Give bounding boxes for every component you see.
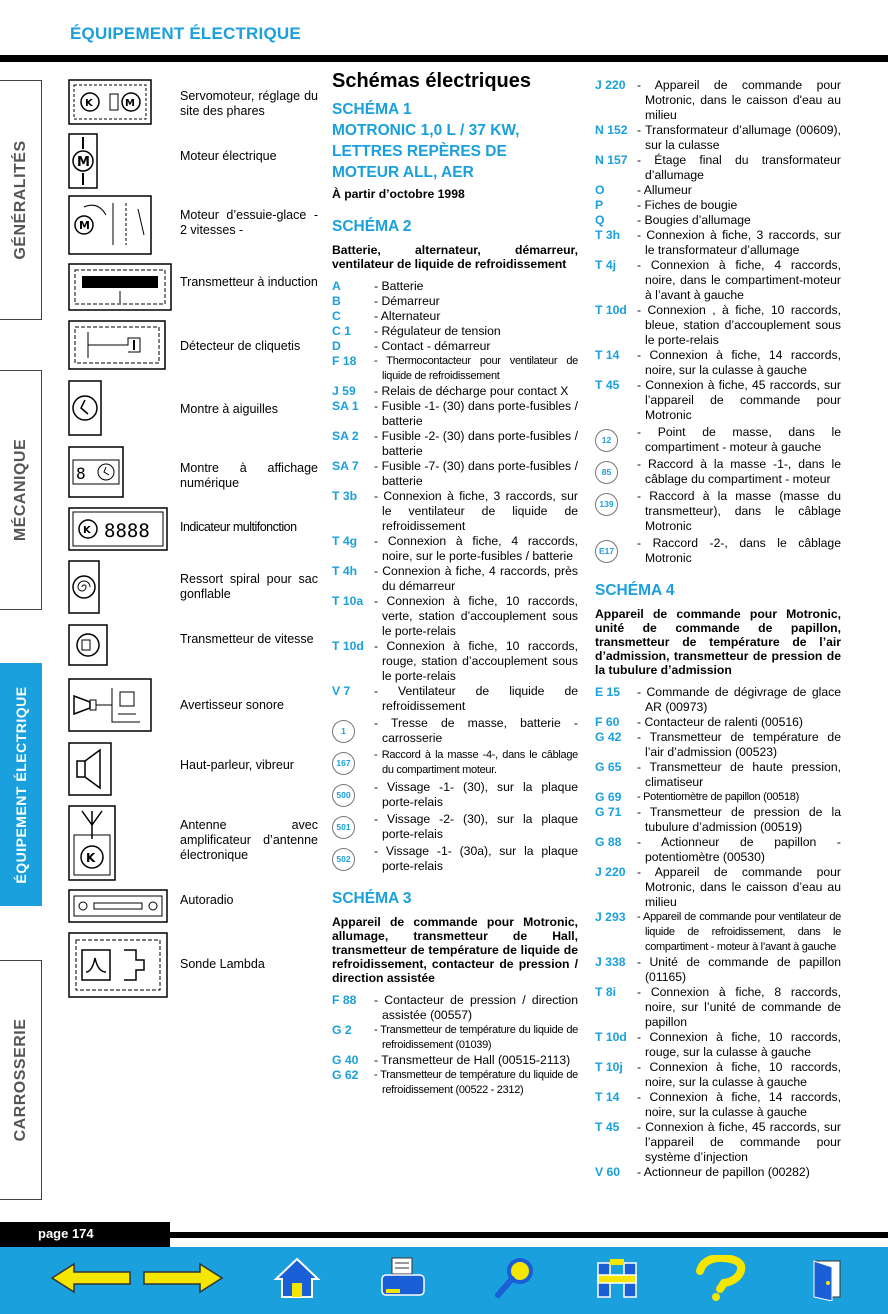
entry-text: - Actionneur de papillon - potentiomètre (00530) (637, 835, 841, 864)
electric-motor-icon (68, 133, 98, 189)
symbol-label: Montre à aiguilles (180, 402, 278, 416)
index-button[interactable] (592, 1254, 642, 1302)
print-button[interactable] (378, 1254, 428, 1302)
print-icon (378, 1255, 428, 1301)
search-button[interactable] (490, 1254, 540, 1302)
entry-text: - Transformateur d’allumage (00609), sur la culasse (637, 123, 841, 152)
entry-text: - Connexion à fiche, 4 raccords, près du démarreur (374, 564, 578, 593)
entry-text: - Contacteur de ralenti (00516) (637, 715, 803, 729)
page-number: page 174 (38, 1226, 94, 1241)
symbol-label: Indicateur multifonction (180, 520, 297, 534)
schema1-title: SCHÉMA 1 (332, 101, 412, 118)
column-right (595, 78, 841, 1180)
symbol-car-radio (68, 889, 168, 923)
legend-entry (332, 324, 578, 339)
arrow-right-icon (142, 1258, 224, 1298)
symbol-label: Ressort spiral pour sac gonflable (180, 572, 318, 601)
entry-text: - Bougies d’allumage (637, 213, 751, 227)
entry-text: - Connexion à fiche, 10 raccords, verte, station d’accouplement sous le porte-relais (374, 594, 578, 638)
legend-entry (332, 1023, 578, 1053)
ground-point-badge: 12 (595, 429, 618, 452)
entry-text: - Connexion à fiche, 4 raccords, noire, sur le porte-fusibles / batterie (374, 534, 578, 563)
entry-code: V 60 (595, 1165, 621, 1179)
next-page-button[interactable] (142, 1254, 224, 1302)
legend-entry (595, 760, 841, 790)
horn-icon (68, 678, 152, 732)
wiper-motor-icon (68, 195, 152, 255)
entry-code: C (332, 309, 341, 323)
entry-text: - Connexion à fiche, 10 raccords, noire, sur la culasse à gauche (637, 1060, 841, 1089)
symbol-wiper-motor (68, 195, 152, 255)
ground-point-badge: 500 (332, 784, 355, 807)
tab-equipement-electrique[interactable] (0, 663, 42, 906)
entry-text: - Appareil de commande pour Motronic, dans le caisson d’eau au milieu (637, 865, 841, 909)
symbol-label: Antenne avec amplificateur d’antenne électronique (180, 818, 318, 862)
symbol-label: Avertisseur sonore (180, 698, 284, 712)
previous-page-button[interactable] (50, 1254, 132, 1302)
entry-code: SA 7 (332, 459, 359, 473)
ground-point-badge: 85 (595, 461, 618, 484)
legend-entry (595, 348, 841, 378)
schema3-description: Appareil de commande pour Motronic, allumage, transmetteur de Hall, transmetteur de température de liquide de refroidissement, contacteur de pression / direction assistée (332, 915, 578, 985)
schema2-title: SCHÉMA 2 (332, 218, 412, 235)
entry-text: - Connexion à fiche, 14 raccords, noire, sur la culasse à gauche (637, 1090, 841, 1119)
entry-code: C 1 (332, 324, 351, 338)
entry-text: - Transmetteur de haute pression, climatiseur (637, 760, 841, 789)
symbol-antenna-amplifier (68, 805, 116, 881)
entry-code: O (595, 183, 605, 197)
header-divider (0, 55, 888, 62)
entry-code: F 18 (332, 354, 357, 368)
entry-code: T 10d (595, 303, 627, 317)
ground-point-badge: 501 (332, 816, 355, 839)
legend-entry (595, 1060, 841, 1090)
legend-entry (595, 1165, 841, 1180)
entry-code: T 10d (595, 1030, 627, 1044)
ground-entry (332, 844, 578, 874)
entry-text: - Raccord -2-, dans le câblage Motronic (637, 536, 841, 565)
svg-text:M: M (77, 155, 90, 170)
symbol-analog-clock (68, 380, 102, 436)
legend-entry (332, 564, 578, 594)
entry-text: - Connexion à fiche, 8 raccords, noire, sur l’unité de commande de papillon (637, 985, 841, 1029)
entry-code: T 4g (332, 534, 358, 548)
entry-code: G 88 (595, 835, 622, 849)
legend-entry (332, 684, 578, 714)
symbol-horn (68, 678, 152, 732)
legend-entry (595, 835, 841, 865)
entry-code: J 220 (595, 865, 626, 879)
analog-clock-icon (68, 380, 102, 436)
entry-code: G 65 (595, 760, 622, 774)
entry-text: - Contacteur de pression / direction assistée (00557) (374, 993, 578, 1022)
legend-entry (595, 123, 841, 153)
entry-code: A (332, 279, 341, 293)
entry-code: N 157 (595, 153, 628, 167)
induction-sender-icon (68, 263, 172, 311)
legend-entry (332, 354, 578, 384)
legend-entry (332, 459, 578, 489)
symbol-label: Autoradio (180, 893, 234, 907)
entry-code: T 14 (595, 348, 620, 362)
antenna-icon (68, 805, 116, 881)
legend-entry (595, 78, 841, 123)
entry-text: - Connexion à fiche, 14 raccords, noire, sur la culasse à gauche (637, 348, 841, 377)
legend-entry (595, 805, 841, 835)
entry-code: T 10j (595, 1060, 623, 1074)
legend-entry (595, 790, 841, 805)
schema2-description: Batterie, alternateur, démarreur, ventilateur de liquide de refroidissement (332, 243, 578, 271)
legend-entry (595, 730, 841, 760)
entry-text: - Transmetteur de température du liquide de refroidissement (01039) (374, 1024, 578, 1051)
entry-text: - Connexion à fiche, 4 raccords, noire, dans le compartiment-moteur à l’avant à gauche (637, 258, 841, 302)
tab-label: GÉNÉRALITÉS (11, 140, 29, 260)
lcd-readout: 8888 (104, 520, 150, 542)
entry-text: - Connexion à fiche, 45 raccords, sur l’appareil de commande pour Motronic (637, 378, 841, 422)
entry-text: - Fiches de bougie (637, 198, 738, 212)
entry-code: E 15 (595, 685, 621, 699)
speed-sender-icon (68, 624, 108, 666)
entry-text: - Fusible -7- (30) dans porte-fusibles / batterie (374, 459, 578, 488)
entry-text: - Raccord à la masse -4-, dans le câblage du compartiment moteur. (374, 749, 578, 776)
entry-code: D (332, 339, 341, 353)
schema1-subtitle: MOTRONIC 1,0 L / 37 KW, LETTRES REPÈRES DE MOTEUR ALL, AER (332, 122, 520, 181)
entry-text: - Transmetteur de Hall (00515-2113) (374, 1053, 571, 1067)
index-icon (592, 1255, 642, 1301)
ground-point-badge: 1 (332, 720, 355, 743)
digital-clock-icon (68, 446, 124, 498)
legend-entry (332, 279, 578, 294)
spiral-spring-icon (68, 560, 100, 614)
svg-text:K: K (85, 98, 93, 109)
schema3-title: SCHÉMA 3 (332, 890, 412, 907)
tab-generalites[interactable] (0, 80, 42, 320)
legend-entry (595, 985, 841, 1030)
svg-text:8: 8 (76, 464, 86, 483)
entry-code: G 42 (595, 730, 622, 744)
ground-entry (332, 748, 578, 778)
entry-text: - Étage final du transformateur d’allumage (637, 153, 841, 182)
section-main-title: Schémas électriques (332, 70, 531, 92)
svg-text:K: K (83, 525, 91, 536)
symbol-digital-clock (68, 446, 124, 498)
page-header-title: ÉQUIPEMENT ÉLECTRIQUE (70, 24, 301, 43)
search-icon (490, 1255, 540, 1301)
entry-text: - Raccord à la masse (masse du transmetteur), dans le câblage Motronic (637, 489, 841, 533)
entry-code: F 88 (332, 993, 357, 1007)
entry-text: - Raccord à la masse -1-, dans le câblage du compartiment - moteur (637, 457, 841, 486)
ground-point-badge: 139 (595, 493, 618, 516)
symbol-label: Transmetteur à induction (180, 275, 318, 289)
symbol-label: Moteur d’essuie-glace - 2 vitesses - (180, 208, 318, 237)
entry-text: - Régulateur de tension (374, 324, 501, 338)
entry-code: G 40 (332, 1053, 359, 1067)
legend-entry (332, 399, 578, 429)
navigation-bar (0, 1247, 888, 1314)
entry-text: - Contact - démarreur (374, 339, 491, 353)
legend-entry (332, 489, 578, 534)
legend-entry (332, 1068, 578, 1098)
legend-entry (332, 1053, 578, 1068)
legend-entry (332, 594, 578, 639)
entry-code: T 3h (595, 228, 621, 242)
loudspeaker-icon (68, 742, 112, 796)
ground-point-badge: E17 (595, 540, 618, 563)
entry-code: T 3b (332, 489, 358, 503)
schema1-note: À partir d’octobre 1998 (332, 187, 465, 201)
entry-text: - Point de masse, dans le compartiment - moteur à gauche (637, 425, 841, 454)
legend-entry (595, 1090, 841, 1120)
svg-text:M: M (125, 98, 135, 109)
entry-text: - Vissage -2- (30), sur la plaque porte-relais (374, 812, 578, 841)
symbol-induction-sender (68, 263, 172, 311)
legend-entry (332, 639, 578, 684)
entry-text: - Commande de dégivrage de glace AR (00973) (637, 685, 841, 714)
footer-divider (170, 1232, 888, 1238)
entry-code: B (332, 294, 341, 308)
symbol-label: Transmetteur de vitesse (180, 632, 314, 646)
legend-entry (595, 303, 841, 348)
legend-entry (595, 378, 841, 423)
entry-text: - Alternateur (374, 309, 441, 323)
home-button[interactable] (272, 1254, 322, 1302)
ground-entry (332, 812, 578, 842)
entry-text: - Connexion à fiche, 3 raccords, sur le ventilateur de liquide de refroidissement (374, 489, 578, 533)
multifunction-display-icon (68, 507, 168, 551)
entry-text: - Potentiomètre de papillon (00518) (637, 791, 799, 803)
tab-label: CARROSSERIE (11, 1018, 29, 1142)
help-icon (690, 1255, 750, 1301)
help-button[interactable] (690, 1254, 750, 1302)
entry-code: J 59 (332, 384, 356, 398)
ground-entry (595, 536, 841, 566)
entry-text: - Démarreur (374, 294, 440, 308)
entry-code: T 4j (595, 258, 616, 272)
ground-entry (332, 716, 578, 746)
tab-carrosserie[interactable] (0, 960, 42, 1200)
knock-sensor-icon (68, 320, 166, 370)
legend-entry (595, 955, 841, 985)
ground-entry (595, 425, 841, 455)
symbol-airbag-spring (68, 560, 100, 614)
exit-button[interactable] (806, 1254, 846, 1302)
symbol-loudspeaker (68, 742, 112, 796)
entry-text: - Connexion , à fiche, 10 raccords, bleue, station d’accouplement sous le porte-relais (637, 303, 841, 347)
entry-code: T 10d (332, 639, 364, 653)
entry-code: T 4h (332, 564, 358, 578)
svg-text:M: M (79, 219, 90, 232)
entry-code: T 8i (595, 985, 616, 999)
symbol-label: Moteur électrique (180, 149, 277, 163)
arrow-left-icon (50, 1258, 132, 1298)
entry-text: - Allumeur (637, 183, 692, 197)
entry-text: - Transmetteur de température du liquide de refroidissement (00522 - 2312) (374, 1069, 578, 1096)
entry-text: - Connexion à fiche, 3 raccords, sur le transformateur d’allumage (637, 228, 841, 257)
symbol-label: Montre à affichage numérique (180, 461, 318, 490)
entry-code: G 71 (595, 805, 622, 819)
tab-label: MÉCANIQUE (11, 438, 29, 542)
entry-text: - Ventilateur de liquide de refroidissement (374, 684, 578, 713)
headlight-servo-icon (68, 79, 152, 125)
car-radio-icon (68, 889, 168, 923)
entry-text: - Relais de décharge pour contact X (374, 384, 569, 398)
legend-entry (595, 865, 841, 910)
ground-entry (332, 780, 578, 810)
entry-code: V 7 (332, 684, 351, 698)
tab-mecanique[interactable] (0, 370, 42, 610)
schema4-description: Appareil de commande pour Motronic, unité de commande de papillon, transmetteur de température de l’air d’admission, transmetteur de pression de la tubulure d’admission (595, 607, 841, 677)
symbol-lambda-probe (68, 932, 168, 998)
legend-entry (332, 534, 578, 564)
legend-entry (595, 910, 841, 955)
symbol-label: Sonde Lambda (180, 957, 265, 971)
entry-text: - Transmetteur de pression de la tubulure d’admission (00519) (637, 805, 841, 834)
entry-code: T 14 (595, 1090, 620, 1104)
entry-code: N 152 (595, 123, 628, 137)
entry-code: F 60 (595, 715, 620, 729)
legend-entry (595, 258, 841, 303)
legend-entry (332, 339, 578, 354)
entry-text: - Fusible -2- (30) dans porte-fusibles / batterie (374, 429, 578, 458)
entry-code: G 2 (332, 1023, 352, 1037)
ground-point-badge: 502 (332, 848, 355, 871)
symbol-multifunction-display (68, 507, 168, 551)
ground-entry (595, 457, 841, 487)
entry-text: - Connexion à fiche, 10 raccords, rouge, sur la culasse à gauche (637, 1030, 841, 1059)
legend-entry (595, 228, 841, 258)
entry-text: - Actionneur de papillon (00282) (637, 1165, 810, 1179)
symbol-headlight-servo (68, 79, 152, 125)
ground-entry (595, 489, 841, 534)
entry-text: - Appareil de commande pour Motronic, dans le caisson d'eau au milieu (637, 78, 841, 122)
entry-text: - Connexion à fiche, 45 raccords, sur l’appareil de commande pour système d’injection (637, 1120, 841, 1164)
lambda-probe-icon (68, 932, 168, 998)
entry-code: SA 2 (332, 429, 359, 443)
entry-code: J 293 (595, 910, 626, 924)
entry-text: - Transmetteur de température de l’air d’admission (00523) (637, 730, 841, 759)
legend-entry (595, 198, 841, 213)
legend-entry (595, 685, 841, 715)
legend-entry (332, 309, 578, 324)
symbol-speed-sender (68, 624, 108, 666)
svg-text:K: K (86, 851, 96, 865)
ground-point-badge: 167 (332, 752, 355, 775)
legend-entry (332, 384, 578, 399)
entry-code: T 45 (595, 378, 620, 392)
entry-code: G 62 (332, 1068, 359, 1082)
legend-entry (595, 213, 841, 228)
legend-entry (595, 1120, 841, 1165)
entry-text: - Thermocontacteur pour ventilateur de liquide de refroidissement (374, 355, 578, 382)
symbol-label: Servomoteur, réglage du site des phares (180, 89, 318, 118)
entry-code: T 10a (332, 594, 364, 608)
entry-text: - Vissage -1- (30), sur la plaque porte-relais (374, 780, 578, 809)
entry-code: SA 1 (332, 399, 359, 413)
legend-entry (595, 153, 841, 183)
symbol-electric-motor (68, 133, 98, 189)
column-middle (332, 70, 578, 1098)
entry-text: - Batterie (374, 279, 424, 293)
exit-icon (806, 1255, 846, 1301)
entry-code: J 338 (595, 955, 626, 969)
legend-entry (332, 993, 578, 1023)
entry-text: - Appareil de commande pour ventilateur de liquide de refroidissement, dans le compartiment - moteur à l’avant à gauche (637, 911, 841, 953)
entry-text: - Fusible -1- (30) dans porte-fusibles / batterie (374, 399, 578, 428)
legend-entry (332, 294, 578, 309)
symbol-label: Haut-parleur, vibreur (180, 758, 294, 772)
entry-text: - Connexion à fiche, 10 raccords, rouge, station d’accouplement sous le porte-relais (374, 639, 578, 683)
legend-entry (332, 429, 578, 459)
entry-code: P (595, 198, 604, 212)
home-icon (272, 1255, 322, 1301)
entry-text: - Tresse de masse, batterie - carrosserie (374, 716, 578, 745)
symbol-knock-sensor (68, 320, 166, 370)
legend-entry (595, 183, 841, 198)
entry-text: - Vissage -1- (30a), sur la plaque porte-relais (374, 844, 578, 873)
entry-code: Q (595, 213, 605, 227)
entry-code: G 69 (595, 790, 622, 804)
schema4-title: SCHÉMA 4 (595, 582, 675, 599)
entry-text: - Unité de commande de papillon (01165) (637, 955, 841, 984)
legend-entry (595, 715, 841, 730)
tab-label: ÉQUIPEMENT ÉLECTRIQUE (12, 685, 29, 884)
symbol-label: Détecteur de cliquetis (180, 339, 301, 353)
entry-code: J 220 (595, 78, 626, 92)
legend-entry (595, 1030, 841, 1060)
entry-code: T 45 (595, 1120, 620, 1134)
